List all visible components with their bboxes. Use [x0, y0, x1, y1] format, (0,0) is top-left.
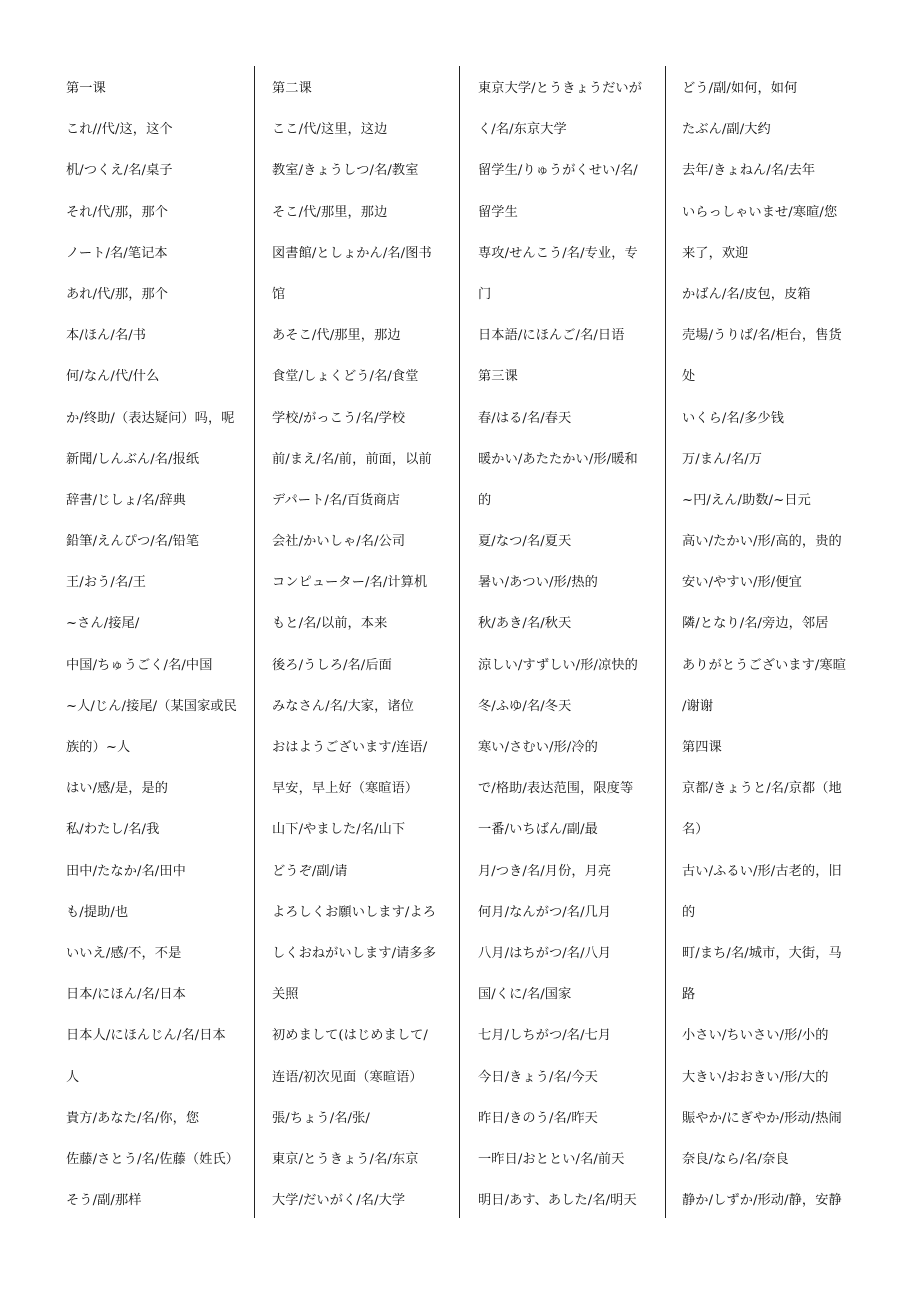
vocab-line: 第三课	[478, 369, 518, 385]
vocab-line: 王/おう/名/王	[66, 575, 147, 591]
vocab-line: く/名/东京大学	[478, 122, 567, 138]
vocab-line: 连语/初次见面（寒暄语）	[272, 1069, 423, 1085]
vocab-line: いいえ/感/不，不是	[66, 945, 182, 961]
vocab-line: おはようございます/连语/	[272, 740, 428, 755]
vocab-line: /谢谢	[682, 698, 714, 714]
vocab-line: 何/なん/代/什么	[66, 369, 160, 385]
vocab-line: 名）	[682, 822, 709, 838]
vocab-line: 第四课	[682, 740, 722, 755]
vocab-line: 佐藤/さとう/名/佐藤（姓氏）	[66, 1151, 240, 1167]
vocab-line: 处	[682, 369, 696, 385]
vocab-line: 门	[478, 286, 492, 302]
vocab-line: 後ろ/うしろ/名/后面	[272, 657, 392, 673]
vocab-line: たぶん/副/大约	[682, 122, 771, 138]
vocab-line: 小さい/ちいさい/形/小的	[682, 1028, 829, 1044]
vocab-line: 夏/なつ/名/夏天	[478, 534, 572, 550]
vocab-line: ノート/名/笔记本	[66, 245, 168, 261]
vocab-line: ~人/じん/接尾/（某国家或民	[66, 698, 237, 714]
vocab-line: もと/名/以前，本来	[272, 616, 388, 632]
vocab-line: 貴方/あなた/名/你，您	[66, 1110, 200, 1126]
vocab-line: 会社/かいしゃ/名/公司	[272, 534, 406, 550]
vocab-line: 本/ほん/名/书	[66, 328, 147, 344]
vocab-line: あれ/代/那，那个	[66, 286, 169, 302]
vocab-line: 馆	[272, 286, 286, 302]
vocab-line: みなさん/名/大家，诸位	[272, 698, 414, 714]
vocab-line: あそこ/代/那里，那边	[272, 328, 401, 344]
vocab-line: 的	[478, 492, 492, 508]
vocab-line: 京都/きょうと/名/京都（地	[682, 781, 842, 797]
vocab-line: これ//代/这，这个	[66, 122, 173, 138]
vocab-line: か/终助/（表达疑问）吗，呢	[66, 410, 235, 426]
vocab-line: 国/くに/名/国家	[478, 987, 572, 1003]
vocab-line: 八月/はちがつ/名/八月	[478, 945, 612, 961]
vocab-line: 留学生/りゅうがくせい/名/	[478, 163, 638, 179]
vocab-line: 教室/きょうしつ/名/教室	[272, 163, 419, 179]
vocab-line: 秋/あき/名/秋天	[478, 616, 572, 632]
vocab-line: 留学生	[478, 204, 518, 220]
vocab-line: 賑やか/にぎやか/形动/热闹	[682, 1110, 842, 1126]
vocab-line: 専攻/せんこう/名/专业，专	[478, 245, 638, 261]
vocab-line: どう/副/如何，如何	[682, 81, 798, 96]
vocab-line: 隣/となり/名/旁边，邻居	[682, 616, 829, 632]
vocab-line: 明日/あす、あした/名/明天	[478, 1193, 637, 1209]
vocab-line: 静か/しずか/形动/静，安静	[682, 1193, 842, 1209]
vocab-line: 鉛筆/えんぴつ/名/铅笔	[66, 534, 200, 550]
vocab-line: 一昨日/おととい/名/前天	[478, 1151, 625, 1167]
vocab-line: それ/代/那，那个	[66, 204, 169, 220]
vocab-line: 日本人/にほんじん/名/日本	[66, 1028, 226, 1044]
vocab-line: そう/副/那样	[66, 1193, 142, 1209]
column-divider	[459, 66, 460, 1218]
vocab-line: ここ/代/这里，这边	[272, 122, 388, 138]
vocab-line: 辞書/じしょ/名/辞典	[66, 492, 186, 508]
vocab-line: いくら/名/多少钱	[682, 410, 785, 426]
vocab-line: 大きい/おおきい/形/大的	[682, 1069, 829, 1085]
vocab-line: 何月/なんがつ/名/几月	[478, 904, 612, 920]
vocab-line: 食堂/しょくどう/名/食堂	[272, 369, 419, 385]
vocab-line: 新聞/しんぶん/名/报纸	[66, 451, 200, 467]
vocab-line: 高い/たかい/形/高的，贵的	[682, 534, 842, 550]
vocab-line: 学校/がっこう/名/学校	[272, 410, 406, 426]
column-divider	[665, 66, 666, 1218]
vocab-line: 第二课	[272, 81, 312, 96]
vocab-line: 七月/しちがつ/名/七月	[478, 1028, 612, 1044]
vocab-line: 第一课	[66, 81, 106, 96]
vocab-line: で/格助/表达范围，限度等	[478, 781, 634, 797]
vocab-line: 万/まん/名/万	[682, 451, 763, 467]
vocab-line: 寒い/さむい/形/冷的	[478, 740, 598, 755]
vocab-line: 月/つき/名/月份，月亮	[478, 863, 612, 879]
column-3	[478, 68, 658, 1228]
vocab-line: 今日/きょう/名/今天	[478, 1069, 598, 1085]
vocab-line: 日本語/にほんご/名/日语	[478, 328, 625, 344]
vocab-line: 暖かい/あたたかい/形/暖和	[478, 451, 638, 467]
vocab-line: そこ/代/那里，那边	[272, 204, 388, 220]
vocab-line: 東京/とうきょう/名/东京	[272, 1151, 419, 1167]
vocab-line: 中国/ちゅうごく/名/中国	[66, 657, 213, 673]
vocab-line: 来了，欢迎	[682, 245, 749, 261]
vocab-line: 大学/だいがく/名/大学	[272, 1193, 406, 1209]
vocab-line: 東京大学/とうきょうだいが	[478, 81, 642, 96]
vocab-line: 奈良/なら/名/奈良	[682, 1151, 789, 1167]
vocab-line: いらっしゃいませ/寒暄/您	[682, 204, 838, 220]
vocab-line: 的	[682, 904, 696, 920]
vocab-line: 冬/ふゆ/名/冬天	[478, 698, 572, 714]
vocab-line: 一番/いちばん/副/最	[478, 822, 598, 838]
vocab-line: かばん/名/皮包，皮箱	[682, 286, 811, 302]
vocab-line: 日本/にほん/名/日本	[66, 987, 186, 1003]
vocab-line: 春/はる/名/春天	[478, 410, 572, 426]
vocab-line: 昨日/きのう/名/昨天	[478, 1110, 598, 1126]
vocab-line: 田中/たなか/名/田中	[66, 863, 186, 879]
vocab-line: 暑い/あつい/形/热的	[478, 575, 598, 591]
vocab-line: 前/まえ/名/前，前面，以前	[272, 451, 432, 467]
vocab-line: 山下/やました/名/山下	[272, 822, 406, 838]
vocab-line: 安い/やすい/形/便宜	[682, 575, 802, 591]
vocab-line: 关照	[272, 987, 299, 1003]
vocab-line: 机/つくえ/名/桌子	[66, 163, 173, 179]
vocab-line: 町/まち/名/城市，大街，马	[682, 945, 842, 961]
vocab-line: 去年/きょねん/名/去年	[682, 163, 816, 179]
vocab-line: コンピューター/名/计算机	[272, 575, 428, 591]
column-4	[682, 68, 862, 1228]
vocab-line: 人	[66, 1069, 80, 1085]
vocab-line: ありがとうございます/寒暄	[682, 657, 846, 673]
vocab-line: 族的）~人	[66, 740, 131, 755]
column-2	[272, 68, 452, 1228]
column-divider	[254, 66, 255, 1218]
vocab-line: 涼しい/すずしい/形/凉快的	[478, 657, 638, 673]
vocab-line: 初めまして(はじめまして/	[272, 1028, 428, 1044]
vocab-line: 早安，早上好（寒暄语）	[272, 781, 419, 797]
vocab-line: どうぞ/副/请	[272, 863, 348, 879]
vocab-line: 古い/ふるい/形/古老的，旧	[682, 863, 842, 879]
vocab-line: 私/わたし/名/我	[66, 822, 160, 838]
vocab-line: 路	[682, 987, 696, 1003]
column-1	[66, 68, 246, 1228]
vocab-line: はい/感/是，是的	[66, 781, 169, 797]
vocab-line: ~さん/接尾/	[66, 616, 140, 632]
vocab-line: 図書館/としょかん/名/图书	[272, 245, 432, 261]
vocab-line: よろしくお願いします/よろ	[272, 904, 436, 920]
vocab-line: 張/ちょう/名/张/	[272, 1110, 370, 1126]
vocab-line: ~円/えん/助数/~日元	[682, 492, 811, 508]
vocab-line: も/提助/也	[66, 904, 129, 920]
vocab-line: デパート/名/百货商店	[272, 492, 400, 508]
vocab-line: しくおねがいします/请多多	[272, 945, 436, 961]
vocab-line: 売場/うりば/名/柜台，售货	[682, 328, 842, 344]
